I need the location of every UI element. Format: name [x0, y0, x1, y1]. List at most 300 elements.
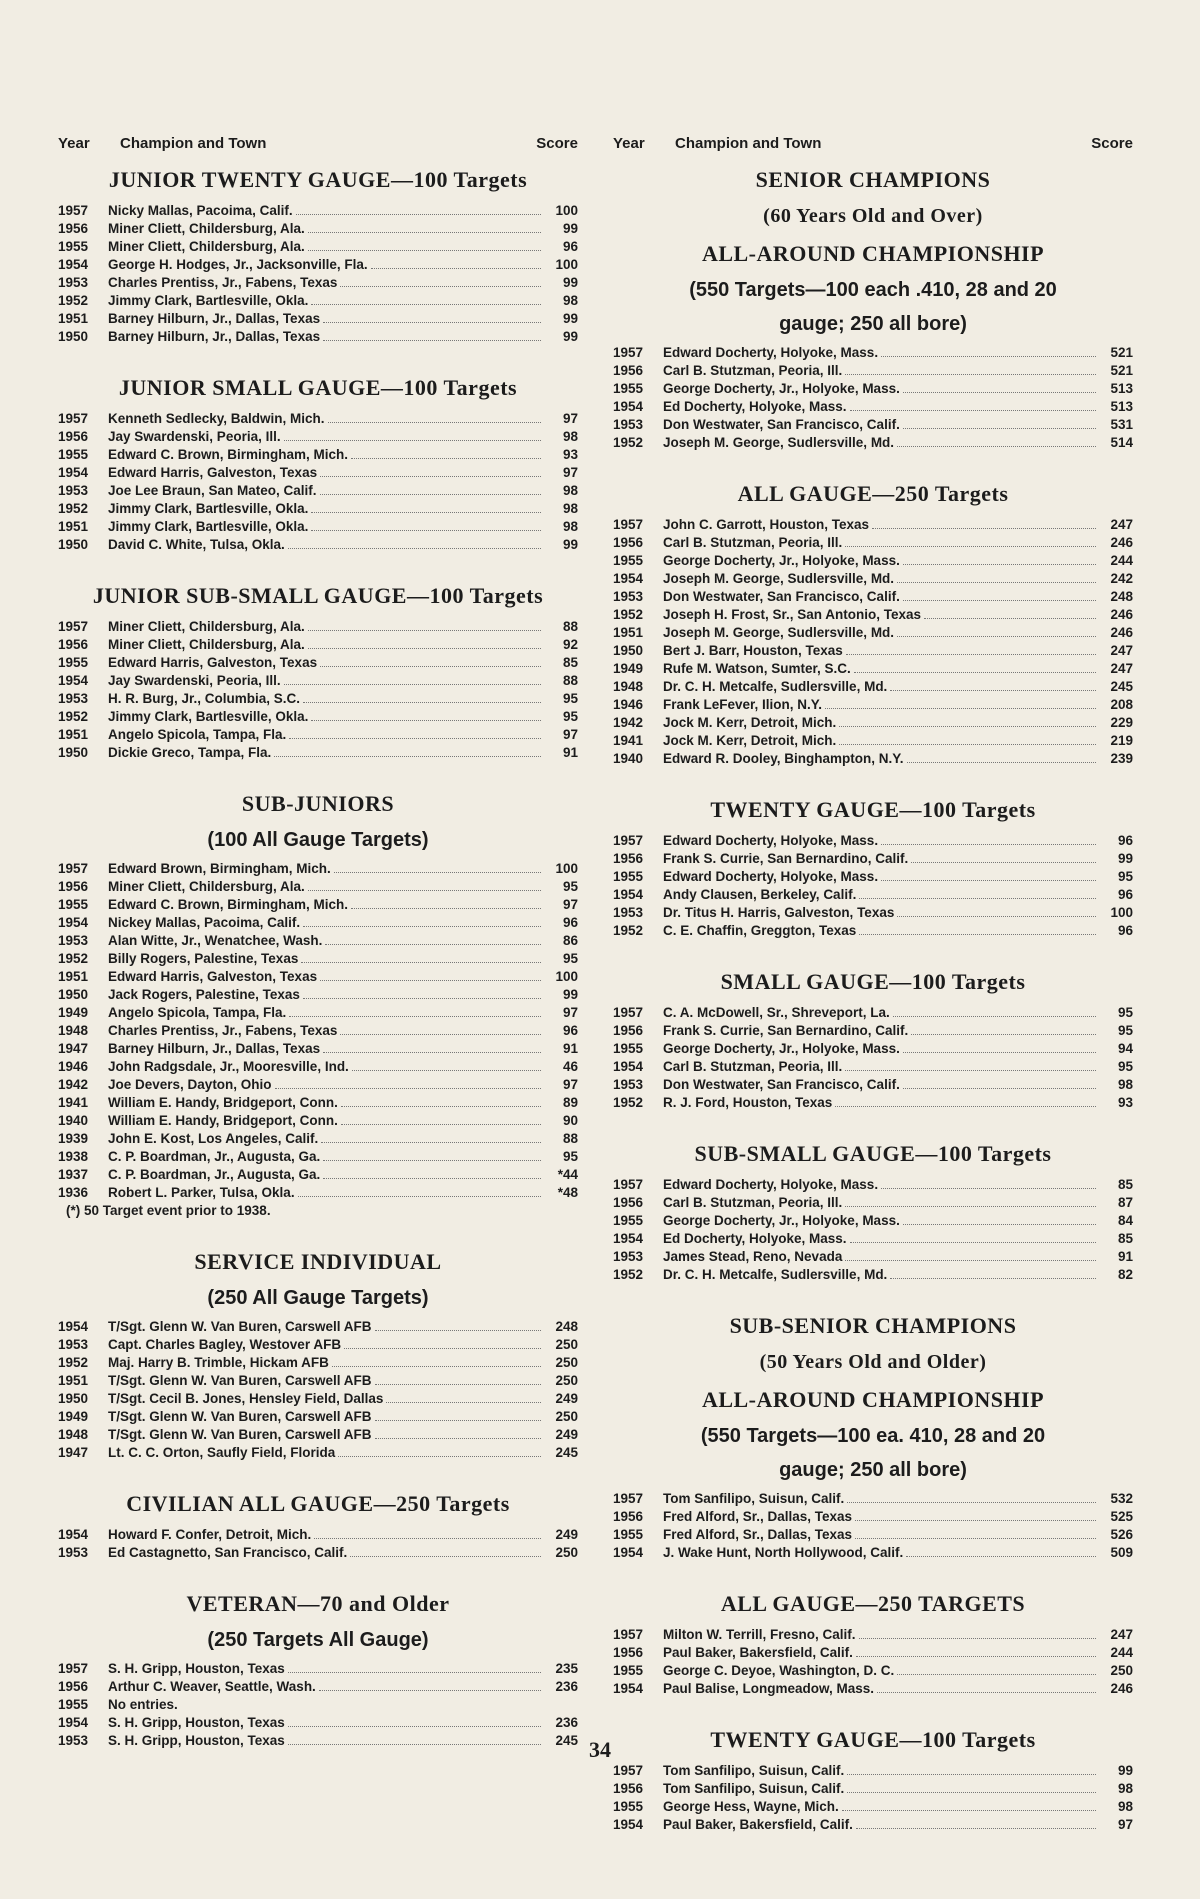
- result-row: [613, 1094, 1133, 1112]
- section: [613, 1590, 1133, 1716]
- result-score: 93: [1117, 1095, 1133, 1110]
- section-subtitle: (550 Targets—100 ea. 410, 28 and 20: [700, 1425, 1046, 1447]
- result-score: 248: [555, 1319, 578, 1334]
- champion-name: Miner Cliett, Childersburg, Ala.: [108, 239, 305, 254]
- champion-name: Billy Rogers, Palestine, Texas: [108, 951, 299, 966]
- result-row: [58, 1318, 578, 1336]
- champion-name: S. H. Gripp, Houston, Texas: [108, 1661, 285, 1676]
- leader-dots: [903, 1051, 1096, 1053]
- section-title: SERVICE INDIVIDUAL: [194, 1249, 442, 1274]
- result-row: [613, 750, 1133, 768]
- champion-name: Carl B. Stutzman, Peoria, Ill.: [663, 1059, 843, 1074]
- result-row: [613, 1762, 1133, 1780]
- result-score: 513: [1110, 381, 1133, 396]
- section-title: SUB-JUNIORS: [241, 791, 395, 816]
- champion-name: Charles Prentiss, Jr., Fabens, Texas: [108, 275, 338, 290]
- result-year: 1950: [58, 987, 89, 1002]
- result-year: 1955: [613, 869, 644, 884]
- result-row: [58, 654, 578, 672]
- champion-name: T/Sgt. Glenn W. Van Buren, Carswell AFB: [108, 1373, 372, 1388]
- result-year: 1947: [58, 1445, 89, 1460]
- document-page: [58, 132, 1138, 1832]
- result-year: 1949: [58, 1005, 89, 1020]
- champion-name: Milton W. Terrill, Fresno, Calif.: [663, 1627, 856, 1642]
- champion-name: Edward Harris, Galveston, Texas: [108, 465, 318, 480]
- result-year: 1952: [58, 1355, 89, 1370]
- result-year: 1953: [613, 1077, 644, 1092]
- result-year: 1951: [613, 625, 644, 640]
- leader-dots: [846, 653, 1096, 655]
- result-row: [58, 860, 578, 878]
- leader-dots: [351, 907, 541, 909]
- result-row: [58, 726, 578, 744]
- champion-name: George Docherty, Jr., Holyoke, Mass.: [663, 1041, 900, 1056]
- result-row: [58, 968, 578, 986]
- champion-name: Joe Devers, Dayton, Ohio: [108, 1077, 272, 1092]
- result-row: [613, 832, 1133, 850]
- leader-dots: [311, 719, 541, 721]
- result-score: 246: [1110, 625, 1133, 640]
- result-score: 100: [555, 257, 578, 272]
- result-score: 96: [1117, 887, 1133, 902]
- result-row: [58, 482, 578, 500]
- result-row: [58, 1130, 578, 1148]
- result-year: 1946: [613, 697, 644, 712]
- leader-dots: [839, 725, 1096, 727]
- header-score: Score: [1091, 135, 1133, 152]
- leader-dots: [890, 689, 1096, 691]
- result-year: 1937: [58, 1167, 89, 1182]
- champion-name: S. H. Gripp, Houston, Texas: [108, 1733, 285, 1748]
- result-row: [58, 292, 578, 310]
- leader-dots: [845, 545, 1096, 547]
- result-score: 93: [562, 447, 578, 462]
- champion-name: Carl B. Stutzman, Peoria, Ill.: [663, 1195, 843, 1210]
- leader-dots: [881, 843, 1096, 845]
- champion-name: S. H. Gripp, Houston, Texas: [108, 1715, 285, 1730]
- result-year: 1956: [58, 1679, 89, 1694]
- result-year: 1949: [613, 661, 644, 676]
- right-column-header: [613, 132, 1133, 156]
- result-row: [58, 428, 578, 446]
- result-row: [58, 1148, 578, 1166]
- champion-name: George Hess, Wayne, Mich.: [663, 1799, 839, 1814]
- result-score: 88: [562, 1131, 578, 1146]
- result-row: [613, 1544, 1133, 1562]
- leader-dots: [897, 635, 1096, 637]
- champion-name: Jock M. Kerr, Detroit, Mich.: [663, 733, 837, 748]
- section-subtitle: gauge; 250 all bore): [779, 313, 967, 335]
- left-column: [58, 132, 578, 1768]
- leader-dots: [855, 1519, 1096, 1521]
- result-score: 250: [555, 1355, 578, 1370]
- result-year: 1953: [613, 589, 644, 604]
- leader-dots: [911, 1033, 1096, 1035]
- result-row: [58, 1076, 578, 1094]
- result-year: 1954: [613, 571, 644, 586]
- result-year: 1951: [58, 1373, 89, 1388]
- section-subtitle: gauge; 250 all bore): [779, 1459, 967, 1481]
- result-score: 245: [1110, 679, 1133, 694]
- champion-name: Joseph M. George, Sudlersville, Md.: [663, 435, 895, 450]
- result-score: 89: [562, 1095, 578, 1110]
- champion-name: Tom Sanfilipo, Suisun, Calif.: [663, 1781, 845, 1796]
- result-year: 1957: [58, 1661, 89, 1676]
- result-year: 1957: [613, 833, 644, 848]
- champion-name: Don Westwater, San Francisco, Calif.: [663, 589, 900, 604]
- result-row: [58, 1004, 578, 1022]
- champion-name: J. Wake Hunt, North Hollywood, Calif.: [663, 1545, 904, 1560]
- result-score: 99: [562, 537, 578, 552]
- champion-name: Capt. Charles Bagley, Westover AFB: [108, 1337, 342, 1352]
- leader-dots: [845, 1259, 1096, 1261]
- leader-dots: [319, 1689, 541, 1691]
- result-year: 1951: [58, 519, 89, 534]
- champion-name: Barney Hilburn, Jr., Dallas, Texas: [108, 1041, 321, 1056]
- section: [58, 166, 578, 364]
- result-score: 90: [562, 1113, 578, 1128]
- result-row: [613, 1662, 1133, 1680]
- result-row: [613, 904, 1133, 922]
- leader-dots: [897, 581, 1096, 583]
- leader-dots: [334, 871, 541, 873]
- result-year: 1956: [613, 535, 644, 550]
- result-row: [58, 410, 578, 428]
- results-list: [58, 202, 578, 346]
- result-score: 100: [1110, 905, 1133, 920]
- result-year: 1952: [613, 923, 644, 938]
- footnote: (*) 50 Target event prior to 1938.: [66, 1203, 271, 1218]
- result-row: [58, 310, 578, 328]
- leader-dots: [854, 671, 1096, 673]
- champion-name: Jay Swardenski, Peoria, Ill.: [108, 429, 281, 444]
- result-row: [613, 886, 1133, 904]
- result-year: 1954: [613, 1231, 644, 1246]
- result-score: 46: [562, 1059, 578, 1074]
- champion-name: Joe Lee Braun, San Mateo, Calif.: [108, 483, 317, 498]
- result-score: 250: [1110, 1663, 1133, 1678]
- champion-name: George H. Hodges, Jr., Jacksonville, Fla.: [108, 257, 368, 272]
- result-score: 249: [555, 1427, 578, 1442]
- result-row: [613, 1490, 1133, 1508]
- result-row: [58, 1040, 578, 1058]
- leader-dots: [311, 529, 541, 531]
- champion-name: Jimmy Clark, Bartlesville, Okla.: [108, 519, 309, 534]
- result-year: 1952: [613, 435, 644, 450]
- result-row: [58, 1390, 578, 1408]
- leader-dots: [338, 1455, 541, 1457]
- result-score: 525: [1110, 1509, 1133, 1524]
- result-row: [613, 570, 1133, 588]
- leader-dots: [303, 925, 541, 927]
- results-list: [58, 1526, 578, 1562]
- leader-dots: [850, 409, 1096, 411]
- result-year: 1948: [613, 679, 644, 694]
- leader-dots: [856, 1827, 1096, 1829]
- result-year: 1951: [58, 311, 89, 326]
- leader-dots: [872, 527, 1096, 529]
- section: [58, 790, 578, 1238]
- result-score: 87: [1117, 1195, 1133, 1210]
- result-row: [613, 588, 1133, 606]
- result-year: 1957: [613, 517, 644, 532]
- result-score: 98: [1117, 1781, 1133, 1796]
- result-score: 98: [1117, 1077, 1133, 1092]
- leader-dots: [303, 701, 541, 703]
- result-row: [58, 1166, 578, 1184]
- result-score: 82: [1117, 1267, 1133, 1282]
- leader-dots: [323, 1177, 541, 1179]
- result-year: 1956: [613, 1509, 644, 1524]
- leader-dots: [308, 249, 541, 251]
- leader-dots: [350, 1555, 541, 1557]
- leader-dots: [323, 321, 541, 323]
- result-year: 1957: [58, 861, 89, 876]
- leader-dots: [825, 707, 1096, 709]
- result-year: 1936: [58, 1185, 89, 1200]
- result-score: 97: [562, 1005, 578, 1020]
- leader-dots: [839, 743, 1096, 745]
- leader-dots: [311, 511, 541, 513]
- result-row: [613, 850, 1133, 868]
- result-year: 1953: [58, 1733, 89, 1748]
- champion-name: Barney Hilburn, Jr., Dallas, Texas: [108, 329, 321, 344]
- result-year: 1953: [58, 1545, 89, 1560]
- result-year: 1954: [58, 1527, 89, 1542]
- result-score: 99: [1117, 851, 1133, 866]
- leader-dots: [371, 267, 541, 269]
- result-row: [58, 1022, 578, 1040]
- result-score: 98: [562, 501, 578, 516]
- results-list: [613, 1176, 1133, 1284]
- result-year: 1946: [58, 1059, 89, 1074]
- result-row: [58, 220, 578, 238]
- result-year: 1938: [58, 1149, 89, 1164]
- leader-dots: [323, 1051, 541, 1053]
- champion-name: Jack Rogers, Palestine, Texas: [108, 987, 300, 1002]
- result-score: 521: [1110, 363, 1133, 378]
- result-row: [58, 1544, 578, 1562]
- leader-dots: [890, 1277, 1096, 1279]
- section: [58, 374, 578, 572]
- section-subtitle: (100 All Gauge Targets): [207, 829, 429, 851]
- results-list: [613, 1626, 1133, 1698]
- result-score: 97: [562, 465, 578, 480]
- leader-dots: [850, 1241, 1096, 1243]
- champion-name: Edward Docherty, Holyoke, Mass.: [663, 833, 879, 848]
- results-list: [613, 344, 1133, 452]
- result-row: [58, 1372, 578, 1390]
- champion-name: Arthur C. Weaver, Seattle, Wash.: [108, 1679, 316, 1694]
- result-row: [58, 1058, 578, 1076]
- champion-name: Nickey Mallas, Pacoima, Calif.: [108, 915, 301, 930]
- result-row: [58, 878, 578, 896]
- leader-dots: [289, 737, 541, 739]
- result-year: 1957: [613, 1177, 644, 1192]
- section: [613, 166, 1133, 470]
- result-row: [613, 1058, 1133, 1076]
- leader-dots: [903, 391, 1096, 393]
- result-score: 219: [1110, 733, 1133, 748]
- result-score: 95: [1117, 1059, 1133, 1074]
- result-year: 1941: [58, 1095, 89, 1110]
- result-year: 1955: [613, 1527, 644, 1542]
- leader-dots: [288, 1671, 541, 1673]
- leader-dots: [314, 1537, 541, 1539]
- section: [613, 1312, 1133, 1580]
- champion-name: Nicky Mallas, Pacoima, Calif.: [108, 203, 293, 218]
- result-row: [58, 256, 578, 274]
- champion-name: Ed Docherty, Holyoke, Mass.: [663, 1231, 847, 1246]
- result-score: 244: [1110, 1645, 1133, 1660]
- result-row: [613, 1212, 1133, 1230]
- champion-name: C. P. Boardman, Jr., Augusta, Ga.: [108, 1149, 321, 1164]
- result-score: 96: [562, 1023, 578, 1038]
- leader-dots: [321, 1141, 541, 1143]
- result-score: 99: [1117, 1763, 1133, 1778]
- leader-dots: [308, 231, 541, 233]
- result-year: 1955: [613, 553, 644, 568]
- leader-dots: [924, 617, 1096, 619]
- result-row: [58, 636, 578, 654]
- section: [58, 582, 578, 780]
- result-score: 95: [562, 879, 578, 894]
- result-score: 100: [555, 861, 578, 876]
- champion-name: Joseph M. George, Sudlersville, Md.: [663, 571, 895, 586]
- result-score: 99: [562, 275, 578, 290]
- leader-dots: [903, 427, 1096, 429]
- section-subtitle: (550 Targets—100 each .410, 28 and 20: [689, 279, 1057, 301]
- result-year: 1956: [613, 1023, 644, 1038]
- result-row: [58, 1354, 578, 1372]
- results-list: [613, 832, 1133, 940]
- results-list: [58, 860, 578, 1202]
- champion-name: Charles Prentiss, Jr., Fabens, Texas: [108, 1023, 338, 1038]
- leader-dots: [907, 761, 1096, 763]
- result-row: [613, 1644, 1133, 1662]
- champion-name: William E. Handy, Bridgeport, Conn.: [108, 1113, 338, 1128]
- result-year: 1955: [613, 1213, 644, 1228]
- result-year: 1953: [613, 417, 644, 432]
- champion-name: Howard F. Confer, Detroit, Mich.: [108, 1527, 312, 1542]
- champion-name: George Docherty, Jr., Holyoke, Mass.: [663, 553, 900, 568]
- result-year: 1954: [613, 1545, 644, 1560]
- result-score: 521: [1110, 345, 1133, 360]
- result-year: 1939: [58, 1131, 89, 1146]
- champion-name: Jock M. Kerr, Detroit, Mich.: [663, 715, 837, 730]
- champion-name: Edward Brown, Birmingham, Mich.: [108, 861, 331, 876]
- champion-name: John C. Garrott, Houston, Texas: [663, 517, 870, 532]
- leader-dots: [274, 755, 541, 757]
- result-year: 1956: [613, 1195, 644, 1210]
- champion-name: Edward Harris, Galveston, Texas: [108, 655, 318, 670]
- result-year: 1952: [613, 607, 644, 622]
- champion-name: Lt. C. C. Orton, Saufly Field, Florida: [108, 1445, 336, 1460]
- result-row: [613, 714, 1133, 732]
- result-row: [58, 690, 578, 708]
- champion-name: George Docherty, Jr., Holyoke, Mass.: [663, 1213, 900, 1228]
- leader-dots: [340, 285, 541, 287]
- result-score: 250: [555, 1545, 578, 1560]
- champion-name: Rufe M. Watson, Sumter, S.C.: [663, 661, 851, 676]
- result-year: 1953: [58, 691, 89, 706]
- section-subtitle: (60 Years Old and Over): [763, 205, 983, 227]
- result-score: 247: [1110, 517, 1133, 532]
- champion-name: Edward C. Brown, Birmingham, Mich.: [108, 897, 349, 912]
- leader-dots: [311, 303, 541, 305]
- result-year: 1955: [58, 447, 89, 462]
- result-row: [58, 1526, 578, 1544]
- result-score: 98: [1117, 1799, 1133, 1814]
- result-score: 250: [555, 1337, 578, 1352]
- leader-dots: [289, 1015, 541, 1017]
- champion-name: Jimmy Clark, Bartlesville, Okla.: [108, 709, 309, 724]
- result-score: 99: [562, 221, 578, 236]
- champion-name: Paul Baker, Bakersfield, Calif.: [663, 1645, 853, 1660]
- champion-name: Miner Cliett, Childersburg, Ala.: [108, 619, 305, 634]
- result-row: [58, 328, 578, 346]
- result-year: 1940: [58, 1113, 89, 1128]
- leader-dots: [855, 1537, 1096, 1539]
- section-title: SUB-SMALL GAUGE—100 Targets: [694, 1141, 1052, 1166]
- result-row: [58, 1678, 578, 1696]
- champion-name: Edward Docherty, Holyoke, Mass.: [663, 1177, 879, 1192]
- section: [613, 796, 1133, 958]
- result-score: 246: [1110, 1681, 1133, 1696]
- result-score: 247: [1110, 1627, 1133, 1642]
- leader-dots: [320, 475, 541, 477]
- result-row: [58, 464, 578, 482]
- result-score: 96: [1117, 923, 1133, 938]
- section-title: ALL GAUGE—250 TARGETS: [720, 1591, 1026, 1616]
- result-score: 531: [1110, 417, 1133, 432]
- leader-dots: [301, 961, 541, 963]
- leader-dots: [298, 1195, 541, 1197]
- champion-name: Joseph H. Frost, Sr., San Antonio, Texas: [663, 607, 922, 622]
- champion-name: Dickie Greco, Tampa, Fla.: [108, 745, 272, 760]
- result-year: 1948: [58, 1023, 89, 1038]
- result-score: 526: [1110, 1527, 1133, 1542]
- champion-name: Fred Alford, Sr., Dallas, Texas: [663, 1527, 853, 1542]
- section-title: JUNIOR SMALL GAUGE—100 Targets: [118, 375, 518, 400]
- leader-dots: [288, 547, 541, 549]
- result-row: [613, 380, 1133, 398]
- result-year: 1954: [58, 1319, 89, 1334]
- result-row: [613, 696, 1133, 714]
- result-year: 1955: [613, 1799, 644, 1814]
- result-year: 1957: [58, 619, 89, 634]
- leader-dots: [859, 1637, 1096, 1639]
- result-year: 1954: [613, 1059, 644, 1074]
- result-score: 100: [555, 969, 578, 984]
- champion-name: John Radgsdale, Jr., Mooresville, Ind.: [108, 1059, 349, 1074]
- result-year: 1956: [58, 221, 89, 236]
- result-row: [613, 642, 1133, 660]
- leader-dots: [351, 457, 541, 459]
- result-row: [613, 1004, 1133, 1022]
- result-score: 235: [555, 1661, 578, 1676]
- champion-name: George C. Deyoe, Washington, D. C.: [663, 1663, 895, 1678]
- result-score: 97: [562, 727, 578, 742]
- result-year: 1955: [58, 1697, 89, 1712]
- result-score: *48: [557, 1185, 578, 1200]
- result-year: 1950: [58, 329, 89, 344]
- result-score: 99: [562, 987, 578, 1002]
- section-subtitle: (250 Targets All Gauge): [207, 1629, 429, 1651]
- leader-dots: [275, 1087, 541, 1089]
- leader-dots: [375, 1329, 541, 1331]
- leader-dots: [323, 1159, 541, 1161]
